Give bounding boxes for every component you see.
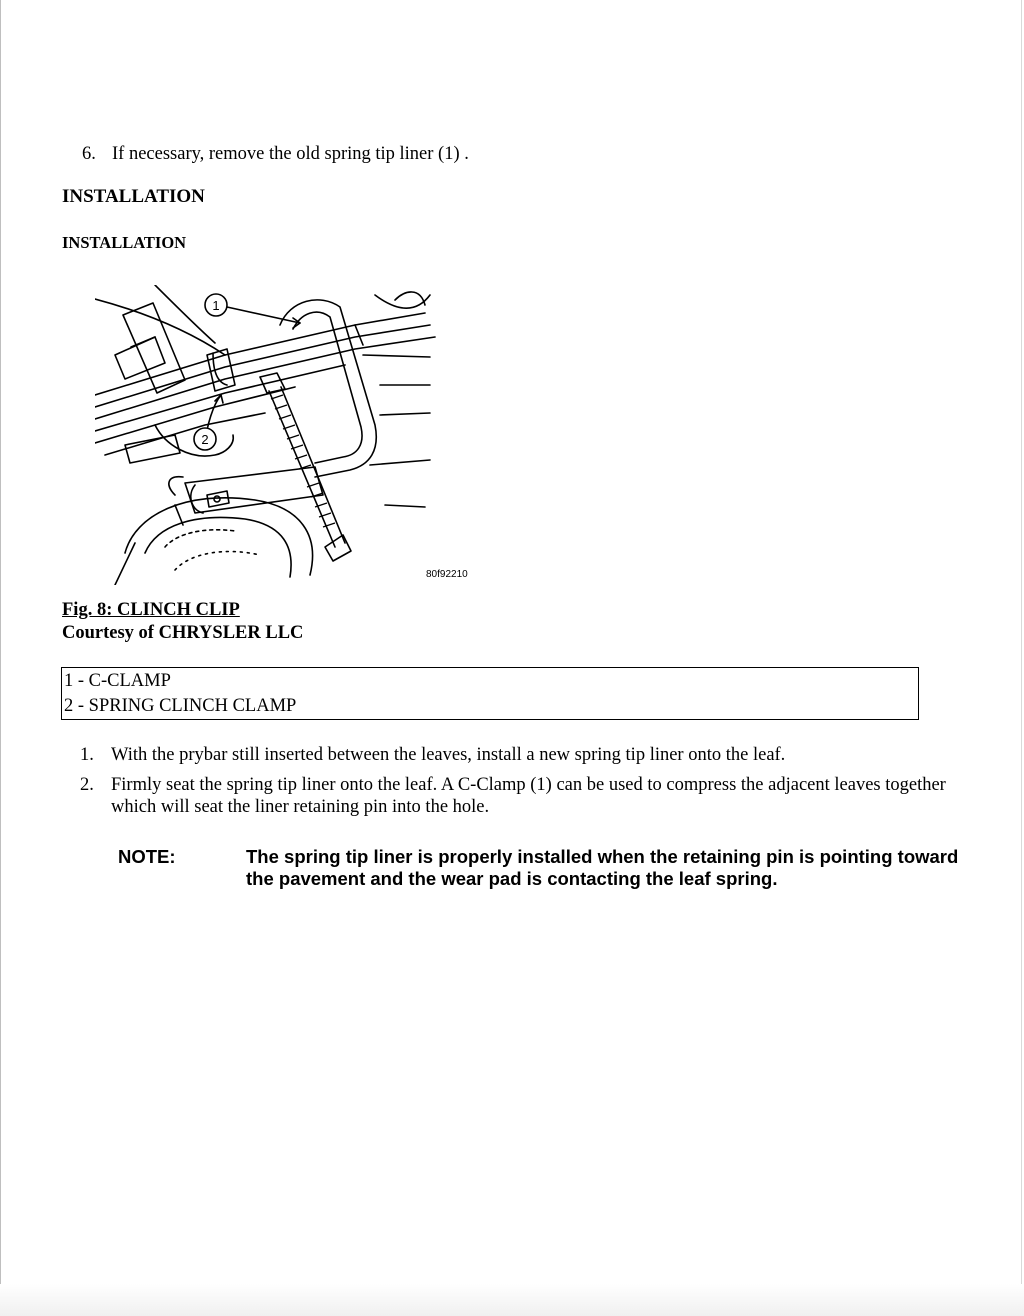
clinch-clip-illustration [95, 285, 475, 585]
page-bottom-shade [0, 1284, 1024, 1316]
step-6-text: If necessary, remove the old spring tip liner (1) . [112, 144, 469, 164]
figure-caption-title: Fig. 8: CLINCH CLIP [62, 600, 240, 620]
svg-text:1: 1 [212, 298, 220, 313]
note-label: NOTE: [118, 846, 176, 867]
figure-caption-credit: Courtesy of CHRYSLER LLC [62, 623, 304, 643]
legend-item: 2 - SPRING CLINCH CLAMP [64, 696, 297, 716]
step-number: 1. [80, 745, 94, 765]
note-text: The spring tip liner is properly installed when the retaining pin is pointing toward the pavement and the wear pad is contacting the leaf spring. [246, 846, 959, 889]
step-6-number: 6. [82, 144, 96, 164]
legend-item: 1 - C-CLAMP [64, 671, 171, 691]
step-text: With the prybar still inserted between the leaves, install a new spring tip liner onto the leaf. [111, 745, 786, 765]
callout-1 [205, 294, 227, 316]
clinch-clip-figure [95, 285, 475, 585]
svg-text:2: 2 [201, 432, 209, 447]
figure-code: 80f92210 [426, 569, 468, 580]
step-text: Firmly seat the spring tip liner onto the leaf. A C-Clamp (1) can be used to compress the adjacent leaves together which will seat the liner retaining pin into the hole. [111, 775, 946, 817]
step-number: 2. [80, 775, 94, 795]
subsection-heading: INSTALLATION [62, 233, 187, 252]
section-heading: INSTALLATION [62, 186, 205, 207]
callout-2 [194, 428, 216, 450]
figure-legend-box [61, 667, 919, 720]
